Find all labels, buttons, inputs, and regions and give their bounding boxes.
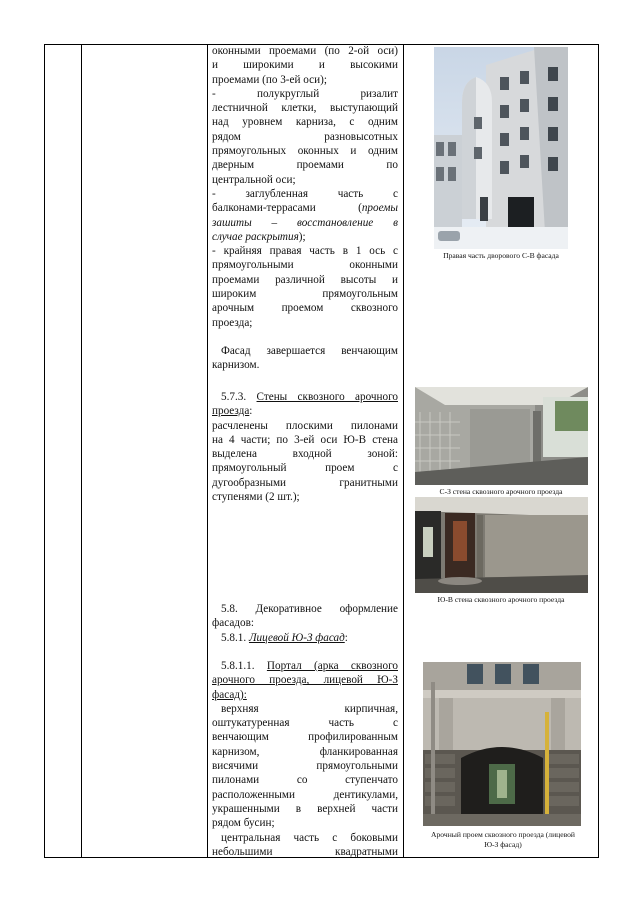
caption-line: Ю-З фасад): [484, 839, 522, 849]
photo-nw-wall-image: [415, 387, 588, 485]
text-line: [212, 404, 398, 418]
caption-line: Арочный проем сквозного проезда (лицевой: [431, 830, 575, 839]
section-5-8-1-1: [212, 659, 398, 859]
section-5-7-3: [212, 390, 398, 504]
text-line: [212, 659, 398, 673]
section-title: Лицевой Ю-З фасад: [248, 631, 345, 644]
text-line: проезда;: [212, 316, 253, 329]
section-number: 5.8.1.1.: [221, 660, 255, 672]
text-span-italic: проемы: [361, 202, 398, 215]
photo-arch-opening: [423, 662, 581, 826]
section-5-8: [212, 602, 398, 645]
text-line: над уровнем карниза, с одним: [212, 116, 398, 129]
text-line: [212, 390, 398, 404]
caption-photo-1: Правая часть дворового С-В фасада: [443, 251, 559, 260]
text-block-facade-description: [212, 44, 398, 373]
photo-arch-opening-image: [423, 662, 581, 826]
table-border-left: [44, 44, 45, 858]
text-span: :: [249, 405, 253, 418]
text-line: фасадов:: [212, 617, 254, 630]
text-line: расчленены плоскими пилонами: [212, 419, 398, 432]
text-line: дугообразными гранитными: [212, 476, 398, 489]
photo-courtyard-facade: [434, 47, 568, 249]
text-line: прямоугольных оконных и одним: [212, 145, 398, 158]
text-line: [212, 230, 398, 244]
photo-nw-wall-passage: [415, 387, 588, 485]
text-line: [212, 631, 398, 645]
table-border-right: [598, 44, 599, 858]
caption-photo-2: С-З стена сквозного арочного проезда: [439, 487, 563, 496]
text-span: :: [344, 631, 348, 644]
text-line: верхняя кирпичная,: [221, 702, 398, 715]
text-line: Фасад завершается венчающим: [221, 344, 398, 357]
text-line: ступенями (2 шт.);: [212, 491, 300, 504]
text-line: проемами различной высоты и: [212, 273, 398, 286]
text-line: рядом бусин;: [212, 817, 275, 830]
text-line: арочным проемом сквозного: [212, 302, 398, 315]
text-line: - полукруглый ризалит: [212, 87, 398, 100]
table-divider-1: [81, 44, 82, 858]
text-line: пилонами со ступенчато: [212, 774, 398, 787]
text-line: лестничной клетки, выступающий: [212, 102, 398, 115]
text-line: оконными проемами (по 2-ой оси): [212, 45, 398, 57]
text-line: центральная часть с боковыми: [221, 831, 398, 844]
text-line: 5.8. Декоративное оформление: [221, 603, 398, 615]
section-title: фасад):: [212, 688, 247, 701]
spacer: [212, 330, 398, 344]
text-line: прямоугольными оконными: [212, 259, 398, 272]
text-line-italic: зашиты – восстановление в: [212, 216, 398, 229]
text-line: рядом разновысотных: [212, 130, 398, 143]
text-line: и широкими и высокими: [212, 59, 398, 72]
text-line: венчающим профилированным: [212, 731, 398, 744]
caption-photo-4: [410, 830, 596, 849]
section-title: Стены сквозного арочного: [256, 391, 398, 403]
section-number: 5.8.1.: [221, 631, 247, 644]
text-line: дверным проемами по: [212, 159, 398, 172]
section-title: Портал (арка сквозного: [266, 660, 398, 672]
text-line: расположенными дентикулами,: [212, 788, 398, 801]
text-line: прямоугольный проем с: [212, 462, 398, 475]
text-line: широким прямоугольным: [212, 288, 398, 301]
text-span: балконами-террасами (: [212, 202, 362, 215]
text-span: );: [298, 230, 306, 243]
text-line: [212, 201, 398, 215]
text-line: проемами (по 3-ей оси);: [212, 73, 327, 86]
photo-se-wall-passage: [415, 497, 588, 593]
photo-se-wall-image: [415, 497, 588, 593]
text-span-italic: случае раскрытия: [212, 230, 299, 243]
caption-photo-3: Ю-В стена сквозного арочного проезда: [437, 595, 565, 604]
text-line: висячими прямоугольными: [212, 760, 398, 773]
text-line: небольшими квадратными: [212, 845, 398, 858]
section-title: арочного проезда, лицевой Ю-З: [212, 674, 398, 687]
text-line: - крайняя правая часть в 1 ось с: [212, 245, 398, 258]
text-line: центральной оси;: [212, 173, 296, 186]
table-divider-3: [403, 44, 404, 858]
section-number: 5.7.3.: [221, 391, 247, 403]
section-title: проезда: [212, 405, 250, 418]
text-line: карнизом.: [212, 359, 260, 372]
text-line: - заглубленная часть с: [212, 187, 398, 200]
text-line: украшенными в верхней части: [212, 802, 398, 815]
table-divider-2: [207, 44, 208, 858]
text-line: выделена входной зоной:: [212, 448, 398, 461]
text-line: карнизом, фланкированная: [212, 745, 398, 758]
text-line: оштукатуренная часть с: [212, 717, 398, 730]
text-line: на 4 части; по 3-ей оси Ю-В стена: [212, 433, 398, 446]
photo-courtyard-facade-image: [434, 47, 568, 249]
